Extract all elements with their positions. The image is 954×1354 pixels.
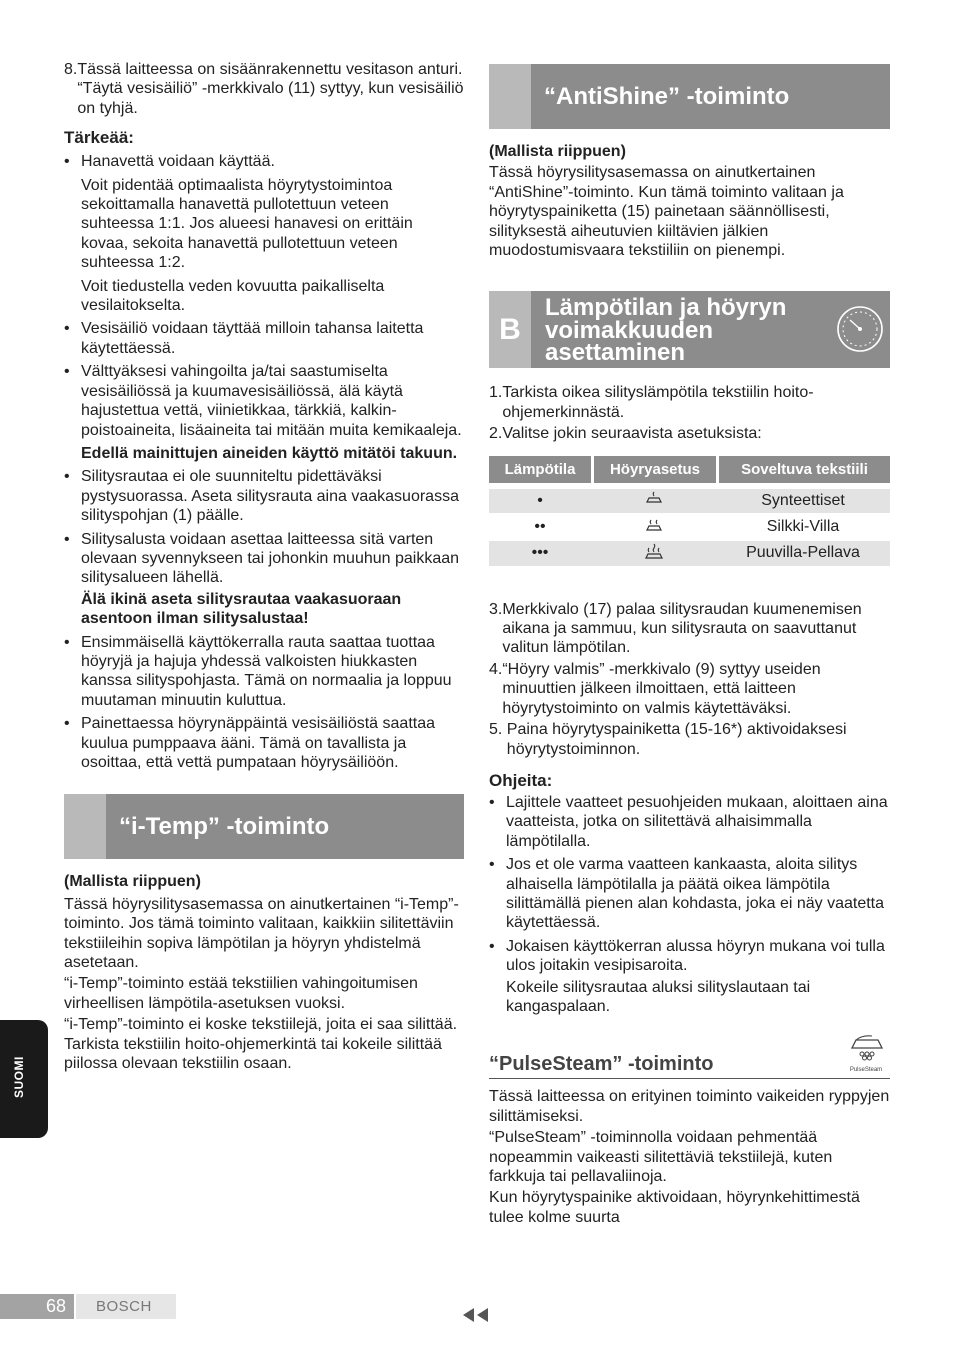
list-item: • Silitysrautaa ei ole suunniteltu pidettäväksi pystysuorassa. Aseta silitysrauta aina vaakasuorassa silityspohjan (1) päälle. bbox=[64, 468, 459, 525]
itemp-section-header bbox=[64, 794, 464, 859]
settings-table bbox=[489, 454, 890, 568]
steam-level-2-icon bbox=[645, 515, 663, 533]
warning-text: Edellä mainittujen aineiden käyttö mitätöi takuun. bbox=[81, 444, 458, 462]
paragraph: Tässä höyrysilitysasemassa on ainutkertainen “i-Temp”-toiminto. Jos tämä toiminto valitaan, kaikkiin silitettäviin tekstiileihin sopiva lämpötilan ja höyryn yhdistelmä asetetaan. bbox=[64, 895, 459, 972]
paragraph: “i-Temp”-toiminto estää tekstiilien vahingoitumisen virheellisen lämpötila-asetuksen vuoksi. bbox=[64, 975, 418, 1012]
paragraph: Kokeile silitysrautaa aluksi silityslautaan tai kangaspalaan. bbox=[506, 978, 811, 1015]
page-footer bbox=[0, 1294, 176, 1319]
list-item: • Painettaessa höyrynäppäintä vesisäiliöstä saattaa kuulua pumppaava ääni. Tämä on tavallista ja osoittaa, että vettä pumpataan höyrysäiliöön. bbox=[64, 715, 435, 771]
model-note: (Mallista riippuen) bbox=[64, 873, 201, 891]
pulsesteam-icon-label: PulseSteam bbox=[849, 1067, 883, 1074]
language-tab bbox=[0, 1020, 48, 1138]
left-column bbox=[64, 60, 464, 1073]
steam-cell bbox=[591, 489, 716, 513]
section-b-header bbox=[489, 291, 890, 368]
table-row bbox=[489, 489, 890, 513]
column-header: Soveltuva tekstiili bbox=[716, 456, 890, 483]
temperature-cell: ••• bbox=[489, 541, 591, 566]
list-item: • Hanavettä voidaan käyttää. bbox=[64, 153, 275, 171]
list-item: • Vesisäiliö voidaan täyttää milloin tahansa laitetta käytettäessä. bbox=[64, 320, 424, 357]
step-4: 4. “Höyry valmis” -merkkivalo (9) syttyy useiden minuuttien jälkeen ilmoittaen, että laitteen höyrytystoiminto on valmis käytettäväksi. bbox=[489, 660, 821, 717]
paragraph: Tässä höyrysilitysasemassa on ainutkertainen “AntiShine”-toiminto. Kun tämä toiminto valitaan ja höyrytyspainiketta (15) painetaan säännöllisesti, silityksestä aiheutuvien kiiltävien jälkien muodostumisvaara tekstiiliin on pienempi. bbox=[489, 164, 844, 260]
table-row bbox=[489, 515, 890, 539]
step-3: 3. Merkkivalo (17) palaa silitysraudan kuumenemisen aikana ja sammuu, kun silitysrauta on saavuttanut valitun lämpötilan. bbox=[489, 600, 862, 657]
paragraph: Kun höyrytyspainike aktivoidaan, höyrynkehittimestä tulee kolme suurta bbox=[489, 1189, 860, 1226]
section-title: “AntiShine” -toiminto bbox=[544, 82, 790, 110]
list-item: • Jos et ole varma vaatteen kankaasta, aloita silitys alhaisella lämpötilalla ja päätä oikea lämpötila silittämällä pienen alan kohdasta, joka ei näy vaatetta käytettäessä. bbox=[489, 856, 885, 932]
previous-page-icon[interactable] bbox=[463, 1308, 489, 1322]
header-stub bbox=[64, 794, 106, 859]
table-header-row bbox=[489, 456, 890, 483]
textile-cell: Silkki-Villa bbox=[766, 517, 840, 535]
paragraph: Tässä laitteessa on erityinen toiminto vaikeiden ryppyjen silittämiseksi. bbox=[489, 1088, 890, 1125]
step-1: 1. Tarkista oikea silityslämpötila tekstiilin hoito-ohjemerkinnästä. bbox=[489, 384, 814, 421]
steam-cell bbox=[591, 541, 716, 566]
warning-text: Älä ikinä aseta silitysrautaa vaakasuoraan asentoon ilman silitysalustaa! bbox=[81, 590, 402, 628]
section-title: “i-Temp” -toiminto bbox=[119, 812, 330, 840]
steam-level-3-icon bbox=[644, 541, 664, 561]
step-5: 5. Paina höyrytyspainiketta (15-16*) aktivoidaksesi höyrytystoiminnon. bbox=[489, 721, 847, 758]
paragraph: “i-Temp”-toiminto ei koske tekstiilejä, joita ei saa silittää. Tarkista tekstiilin hoito-ohjemerkintä tai kokeile silittää piilossa olevaan tekstiilin osaan. bbox=[64, 1016, 458, 1073]
antishine-section-header bbox=[489, 64, 890, 129]
textile-cell: Synteettiset bbox=[716, 489, 890, 513]
table-row bbox=[489, 541, 890, 566]
model-note: (Mallista riippuen) bbox=[489, 143, 626, 160]
section-title: “PulseSteam” -toiminto bbox=[489, 1053, 714, 1076]
list-item: • Välttyäksesi vahingoilta ja/tai saastumiselta vesisäiliössä ja kuumavesisäiliössä, älä käytä hajustettua vettä, viinietikkaa, tärkkiä, kalkin-poistoaineita, lisäaineita tai mitään muita kemikaaleja. bbox=[64, 363, 462, 439]
list-item: • Lajittele vaatteet pesuohjeiden mukaan, aloittaen aina vaatteista, jotka on silitettävä alhaisimmalla lämpötilalla. bbox=[489, 793, 888, 850]
column-header: Höyryasetus bbox=[591, 456, 716, 483]
section-letter: B bbox=[489, 291, 531, 368]
section-title: Lämpötilan ja höyryn voimakkuuden asettaminen bbox=[545, 294, 787, 367]
list-item: • Jokaisen käyttökerran alussa höyryn mukana voi tulla ulos joitakin vesipisaroita. bbox=[489, 937, 885, 975]
pulsesteam-icon bbox=[842, 1026, 890, 1074]
step-2: 2. Valitse jokin seuraavista asetuksista: bbox=[489, 425, 762, 443]
temperature-dial-icon bbox=[836, 305, 884, 353]
paragraph: Voit pidentää optimaalista höyrytystoimintoa sekoittamalla hanavettä pullotettuun veteen suhteessa 1:1. Jos alueesi hanavesi on erittäin kovaa, sekoita hanavettä pullotettuun veteen suhteessa 1:2. bbox=[81, 176, 413, 272]
list-item: • Silitysalusta voidaan asettaa laitteessa sitä varten olevaan syvennykseen tai johonkin muuhun paikkaan silitysalueen lähellä. bbox=[64, 530, 460, 587]
column-header: Lämpötila bbox=[489, 456, 591, 483]
pulsesteam-section-header bbox=[489, 1034, 890, 1079]
steam-cell bbox=[591, 515, 716, 539]
temperature-cell: •• bbox=[534, 517, 546, 535]
header-stub bbox=[489, 64, 531, 129]
temperature-cell: • bbox=[489, 489, 591, 513]
brand-label: BOSCH bbox=[76, 1294, 176, 1319]
tips-heading: Ohjeita: bbox=[489, 770, 553, 790]
steam-level-1-icon bbox=[645, 491, 663, 505]
paragraph: “PulseSteam” -toiminnolla voidaan pehmentää nopeammin vaikeasti silitettäviä tekstiilejä, kuten farkkuja tai pellavaliinoja. bbox=[489, 1129, 833, 1185]
important-heading: Tärkeää: bbox=[64, 128, 134, 148]
page-number: 68 bbox=[0, 1294, 74, 1319]
list-item: • Ensimmäisellä käyttökerralla rauta saattaa tuottaa höyryjä ja hajuja yhdessä valkoisten hiukkasten kanssa silityspohjasta. Tämä on normaalia ja loppuu muutaman minuutin kuluttua. bbox=[64, 633, 452, 709]
step-8: 8. Tässä laitteessa on sisäänrakennettu vesitason anturi. “Täytä vesisäiliö” -merkkivalo (11) syttyy, kun vesisäiliö on tyhjä. bbox=[64, 61, 464, 117]
paragraph: Voit tiedustella veden kovuutta paikalliselta vesilaitokselta. bbox=[81, 277, 385, 315]
textile-cell: Puuvilla-Pellava bbox=[716, 541, 890, 566]
language-label: SUOMI bbox=[12, 1056, 26, 1098]
right-column bbox=[489, 64, 890, 1227]
